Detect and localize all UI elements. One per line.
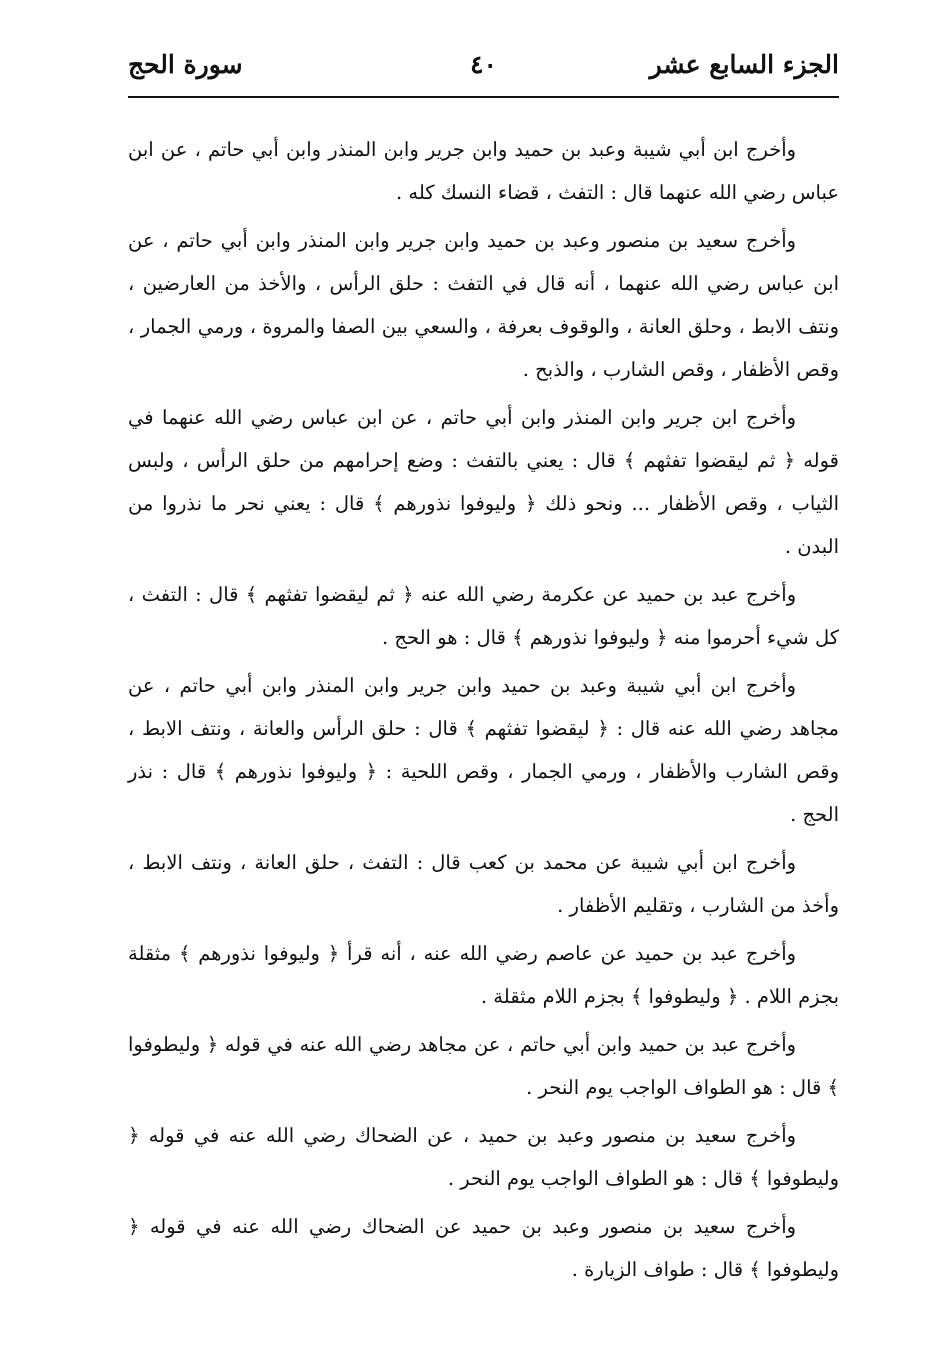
paragraph: وأخرج عبد بن حميد وابن أبي حاتم ، عن مجاهد رضي الله عنه في قوله ﴿ وليطوفوا ﴾ قال : هو الطواف الواجب يوم النحر . bbox=[128, 1033, 839, 1099]
paragraph: وأخرج ابن أبي شيبة وعبد بن حميد وابن جرير وابن المنذر وابن أبي حاتم ، عن ابن عباس رضي الله عنهما قال : التفث ، قضاء النسك كله . bbox=[128, 138, 839, 204]
paragraph: وأخرج سعيد بن منصور وعبد بن حميد وابن جرير وابن المنذر وابن أبي حاتم ، عن ابن عباس رضي الله عنهما ، أنه قال في التفث : حلق الرأس ، والأخذ من العارضين ، ونتف الابط ، وحلق العانة ، والوقوف بعرفة ، والسعي بين الصفا والمروة ، ورمي الجمار ، وقص الأظفار ، وقص الشارب ، والذبح . bbox=[128, 229, 839, 381]
paragraph: وأخرج عبد بن حميد عن عاصم رضي الله عنه ، أنه قرأ ﴿ وليوفوا نذورهم ﴾ مثقلة بجزم اللام . ﴿ وليطوفوا ﴾ بجزم اللام مثقلة . bbox=[128, 942, 839, 1008]
page-header bbox=[128, 40, 839, 98]
surah-title: سورة الحج bbox=[128, 50, 243, 79]
juz-title: الجزء السابع عشر bbox=[649, 50, 839, 79]
paragraph: وأخرج سعيد بن منصور وعبد بن حميد ، عن الضحاك رضي الله عنه في قوله ﴿ وليطوفوا ﴾ قال : هو الطواف الواجب يوم النحر . bbox=[128, 1124, 839, 1190]
paragraph: وأخرج ابن أبي شيبة عن محمد بن كعب قال : التفث ، حلق العانة ، ونتف الابط ، وأخذ من الشارب ، وتقليم الأظفار . bbox=[128, 851, 839, 917]
paragraph: وأخرج ابن أبي شيبة وعبد بن حميد وابن جرير وابن المنذر وابن أبي حاتم ، عن مجاهد رضي الله عنه قال : ﴿ ليقضوا تفثهم ﴾ قال : حلق الرأس والعانة ، ونتف الابط ، وقص الشارب والأظفار ، ورمي الجمار ، وقص اللحية : ﴿ وليوفوا نذورهم ﴾ قال : نذر الحج . bbox=[128, 674, 839, 826]
page-number: ٤٠ bbox=[470, 50, 497, 79]
paragraph: وأخرج سعيد بن منصور وعبد بن حميد عن الضحاك رضي الله عنه في قوله ﴿ وليطوفوا ﴾ قال : طواف الزيارة . bbox=[128, 1215, 839, 1281]
paragraph: وأخرج ابن جرير وابن المنذر وابن أبي حاتم ، عن ابن عباس رضي الله عنهما في قوله ﴿ ثم ليقضوا تفثهم ﴾ قال : يعني بالتفث : وضع إحرامهم من حلق الرأس ، ولبس الثياب ، وقص الأظفار ... ونحو ذلك ﴿ وليوفوا نذورهم ﴾ قال : يعني نحر ما نذروا من البدن . bbox=[128, 406, 839, 558]
page-body bbox=[128, 128, 839, 1291]
paragraph: وأخرج عبد بن حميد عن عكرمة رضي الله عنه ﴿ ثم ليقضوا تفثهم ﴾ قال : التفث ، كل شيء أحرموا منه ﴿ وليوفوا نذورهم ﴾ قال : هو الحج . bbox=[128, 583, 839, 649]
